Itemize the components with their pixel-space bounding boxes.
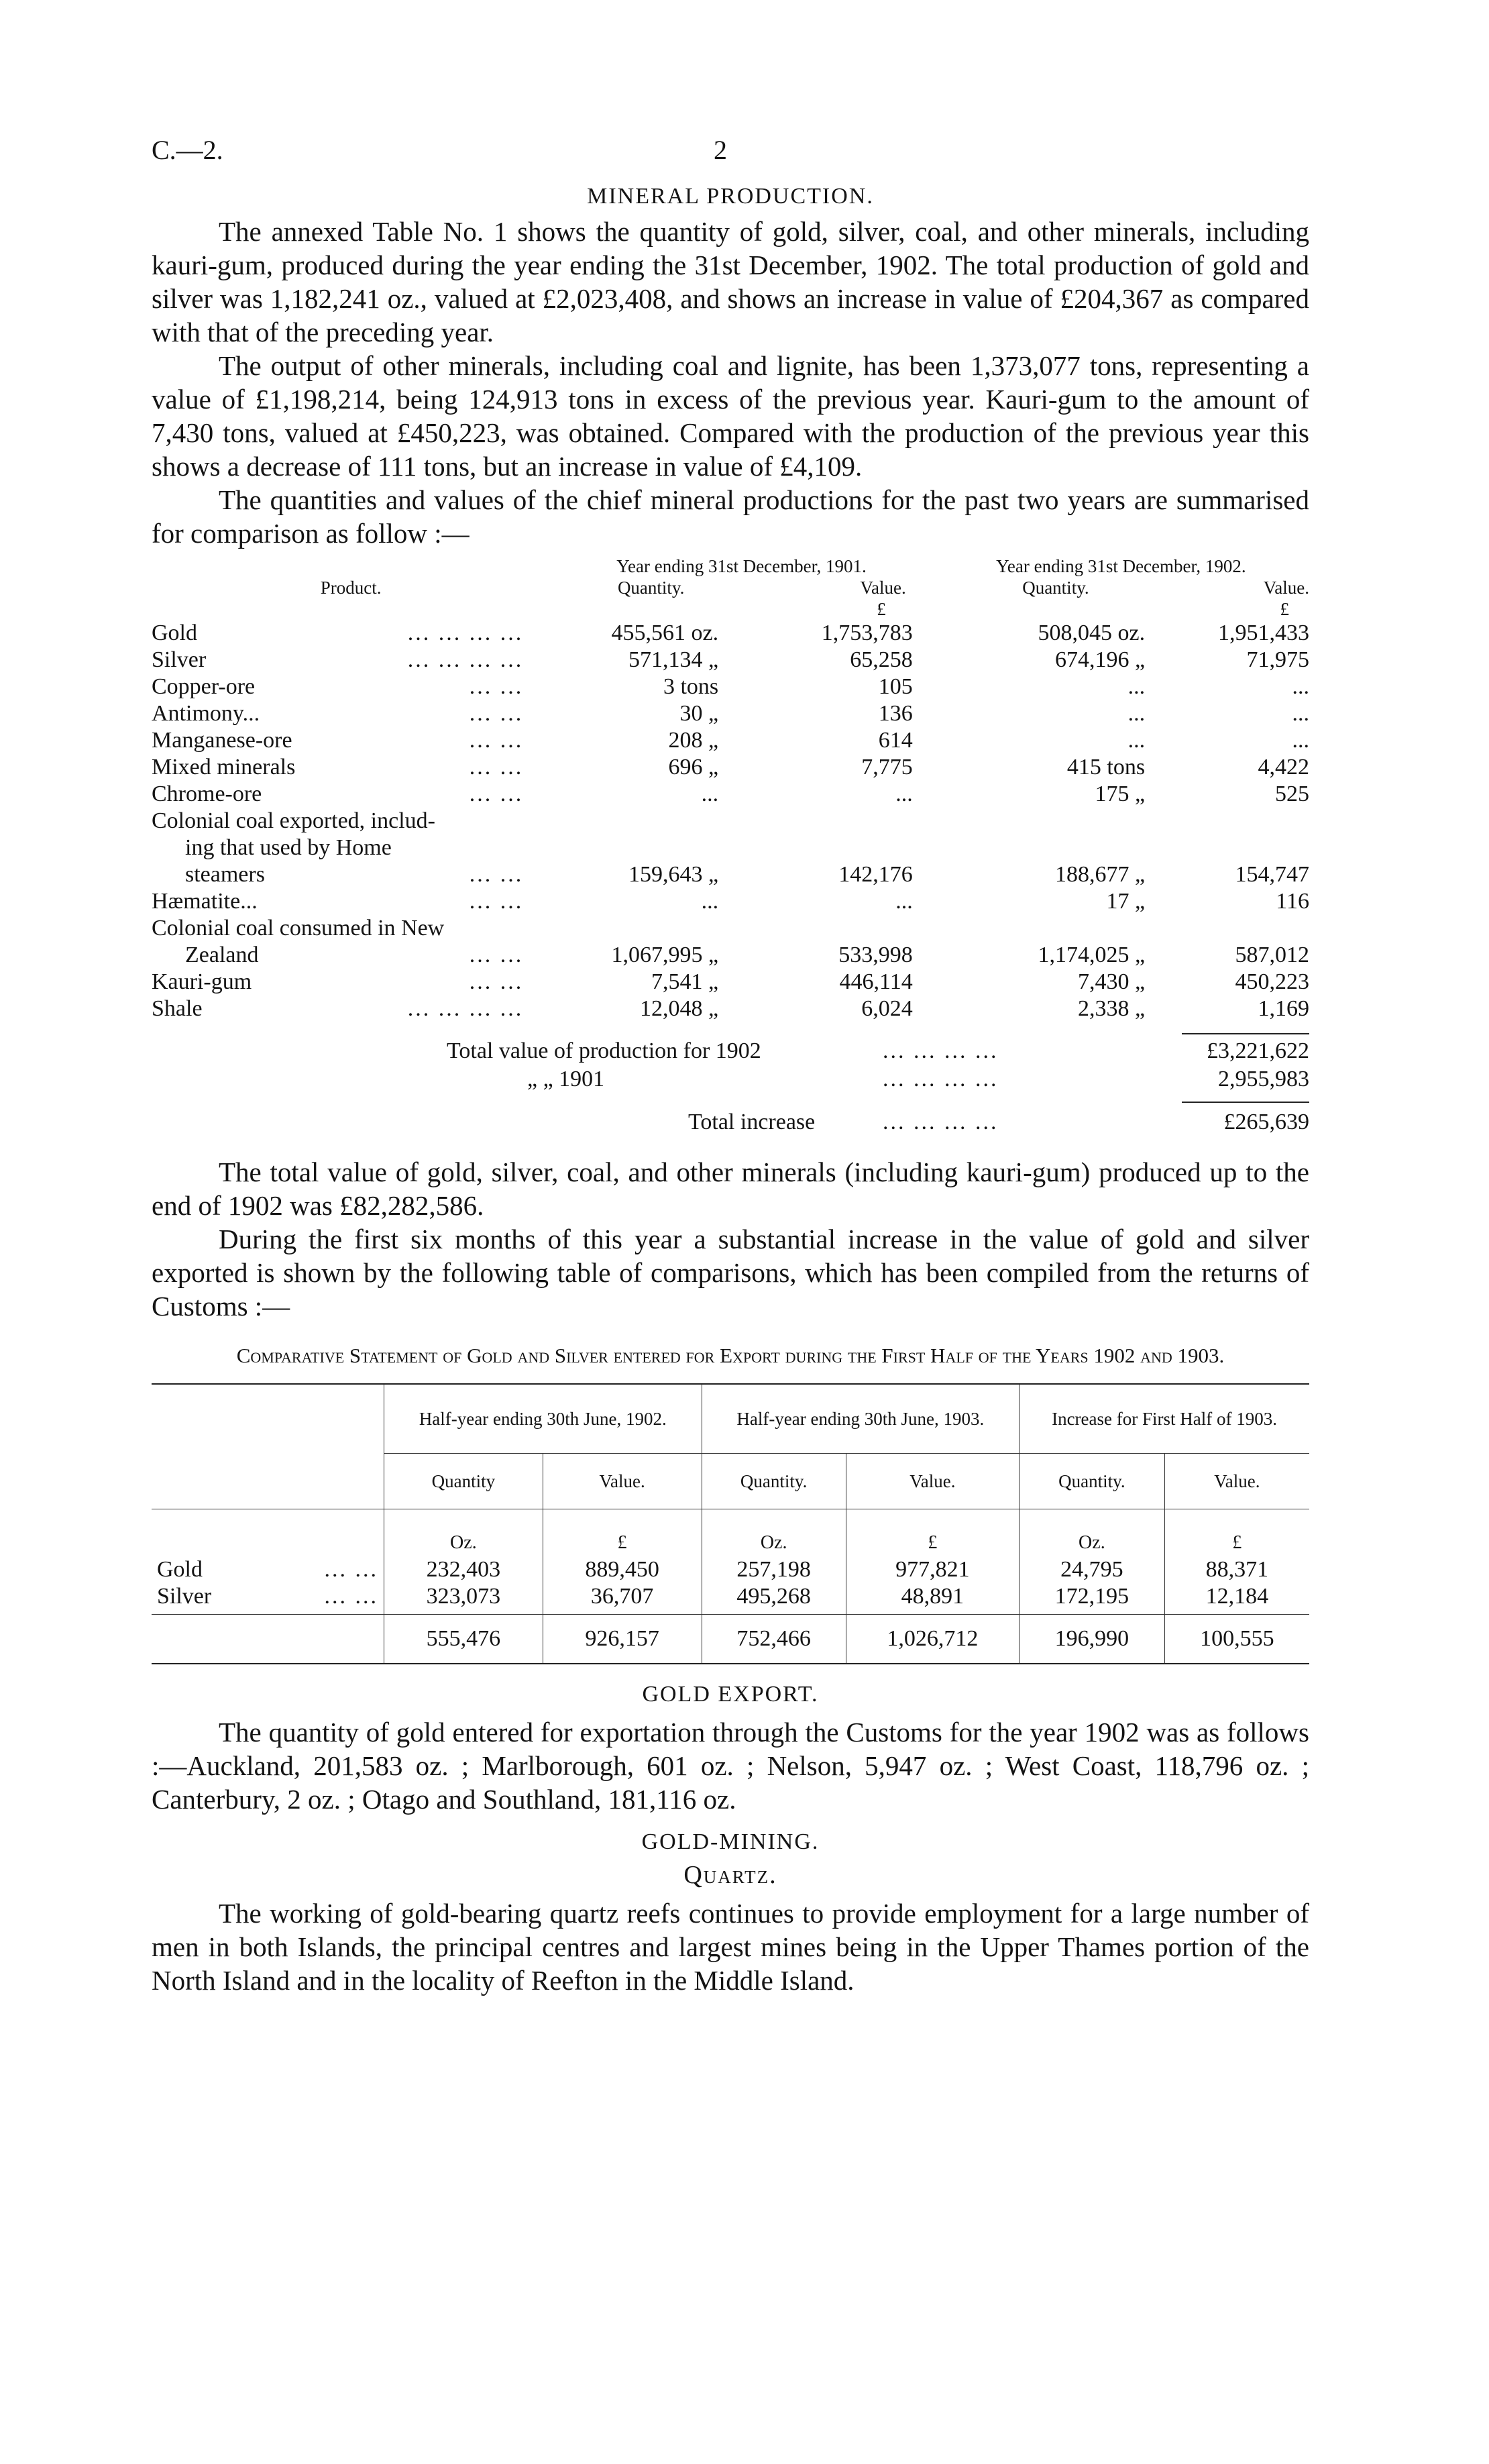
value-1902: ...: [1292, 674, 1309, 699]
table-row: [152, 835, 1309, 861]
quantity-1901: 12,048 „: [640, 996, 719, 1021]
value-1901: [752, 835, 933, 861]
quantity-1901: ...: [701, 889, 719, 914]
value-1901: ...: [895, 782, 913, 806]
row-labels: [152, 1509, 384, 1615]
product-label: Hæmatite...: [152, 889, 258, 914]
quantity-1902: 415 tons: [1066, 755, 1146, 780]
value-1902: 4,422: [1258, 755, 1309, 780]
gold-value: 889,450: [585, 1557, 659, 1582]
product-label: ing that used by Home: [185, 835, 392, 860]
total-value: 1,026,712: [846, 1615, 1019, 1664]
value-header: Value.: [860, 578, 906, 598]
product-name: [152, 620, 550, 647]
product-label: Shale: [152, 996, 203, 1021]
table-row: [152, 915, 1309, 942]
leader-dots: ... ...: [469, 969, 524, 994]
year-1902-header: Year ending 31st December, 1902.: [996, 556, 1246, 576]
product-name: [152, 942, 550, 969]
value-1901: [752, 808, 933, 835]
product-label: Colonial coal exported, includ-: [152, 808, 435, 833]
blank-header-cell: [152, 1384, 384, 1509]
product-label: Antimony...: [152, 701, 260, 726]
quantity-1902: 188,677 „: [1055, 862, 1146, 887]
quantity-1902: 2,338 „: [1078, 996, 1146, 1021]
gold-value: 257,198: [736, 1557, 811, 1582]
gold-value: 977,821: [895, 1557, 970, 1582]
product-name: [152, 674, 550, 700]
value-1902: 1,951,433: [1218, 621, 1309, 645]
blank-total-label: [152, 1615, 384, 1664]
product-label: steamers: [185, 862, 265, 887]
product-label: Colonial coal consumed in New: [152, 916, 445, 941]
col-group-increase: Increase for First Half of 1903.: [1019, 1384, 1309, 1454]
quartz-subheading: Quartz.: [683, 1861, 777, 1889]
product-name: [152, 700, 550, 727]
silver-value: 48,891: [901, 1584, 964, 1609]
total-1902-label: Total value of production for 1902: [447, 1038, 761, 1063]
quantity-subheader: Quantity: [384, 1454, 543, 1509]
product-label: Manganese-ore: [152, 728, 292, 753]
paragraph: The output of other minerals, including coal and lignite, has been 1,373,077 tons, representing a value of £1,198,214, being 124,913 tons in excess of the previous year. Kauri-gum to the amount of 7,430 tons, valued at £450,223, was obtained. Compared with the production of the previous year this shows a decrease of 111 tons, but an increase in value of £4,109.: [152, 350, 1309, 482]
paragraph: During the first six months of this year a substantial increase in the value of gold and silver exported is shown by the following table of comparisons, which has been compiled from the returns of Customs :—: [152, 1224, 1309, 1322]
value-1902: 525: [1275, 782, 1309, 806]
value-1901: 533,998: [838, 943, 913, 967]
product-name: [152, 969, 550, 996]
product-column-header: Product.: [320, 578, 382, 598]
value-1902: [1178, 915, 1309, 942]
product-name: [152, 808, 550, 835]
quantity-1901: 30 „: [679, 701, 719, 726]
table-row: [152, 700, 1309, 727]
quantity-1902: [933, 835, 1178, 861]
product-label: Kauri-gum: [152, 969, 252, 994]
silver-value: 495,268: [736, 1584, 811, 1609]
product-name: [152, 915, 550, 942]
quantity-1902: ...: [1127, 701, 1146, 726]
value-1902: ...: [1292, 701, 1309, 726]
col-group-1903: Half-year ending 30th June, 1903.: [702, 1384, 1019, 1454]
rule: [1182, 1102, 1309, 1103]
leader-dots: ... ... ... ...: [883, 1067, 999, 1091]
quantity-1902: 1,174,025 „: [1038, 943, 1146, 967]
product-name: [152, 781, 550, 808]
product-name: [152, 888, 550, 915]
quantity-1901: 7,541 „: [651, 969, 719, 994]
quantity-1902: ...: [1127, 728, 1146, 753]
document-page: [152, 134, 1309, 1997]
quantity-1901: [550, 915, 752, 942]
quantity-1901: 696 „: [668, 755, 719, 780]
value-1901: 105: [878, 674, 913, 699]
value-1902: [1178, 808, 1309, 835]
cell-column: [384, 1509, 543, 1615]
paragraph: The annexed Table No. 1 shows the quantity of gold, silver, coal, and other minerals, including kauri-gum, produced during the year ending the 31st December, 1902. The total production of gold and silver was 1,182,241 oz., valued at £2,023,408, and shows an increase in value of £204,367 as compared with that of the preceding year.: [152, 216, 1309, 347]
silver-value: 172,195: [1054, 1584, 1129, 1609]
quantity-1901: ...: [701, 782, 719, 806]
value-subheader: Value.: [846, 1454, 1019, 1509]
product-name: [152, 727, 550, 754]
value-1901: 6,024: [861, 996, 913, 1021]
table-row: [152, 996, 1309, 1022]
silver-value: 36,707: [590, 1584, 654, 1609]
product-name: [152, 835, 550, 861]
mineral-production-heading: MINERAL PRODUCTION.: [587, 184, 874, 209]
leader-dots: ... ...: [469, 889, 524, 914]
unit-label: Oz.: [760, 1532, 787, 1553]
product-name: [152, 754, 550, 781]
gold-row-label: Gold: [157, 1557, 203, 1582]
value-1902: 450,223: [1235, 969, 1309, 994]
quantity-1901: 159,643 „: [628, 862, 719, 887]
gold-value: 232,403: [426, 1557, 501, 1582]
value-1901: 614: [878, 728, 913, 753]
quantity-subheader: Quantity.: [702, 1454, 846, 1509]
value-1902: 1,169: [1258, 996, 1309, 1021]
unit-label: £: [928, 1532, 938, 1553]
leader-dots: ... ... ... ...: [407, 647, 524, 672]
total-1901-label: „ „ 1901: [527, 1067, 605, 1091]
table-row: [152, 674, 1309, 700]
table-row: [152, 808, 1309, 835]
gold-value: 88,371: [1205, 1557, 1269, 1582]
leader-dots: ... ...: [469, 674, 524, 699]
quantity-1902: ...: [1127, 674, 1146, 699]
leader-dots: ... ...: [324, 1557, 378, 1582]
export-comparison-table: [152, 1383, 1309, 1664]
total-increase-label: Total increase: [688, 1110, 816, 1134]
value-1901: 136: [878, 701, 913, 726]
leader-dots: ... ... ... ...: [883, 1110, 999, 1134]
value-subheader: Value.: [1164, 1454, 1309, 1509]
value-1901: 446,114: [839, 969, 913, 994]
rule: [1182, 1033, 1309, 1034]
value-1901: 65,258: [850, 647, 913, 672]
total-value: 196,990: [1019, 1615, 1165, 1664]
table-row: [152, 888, 1309, 915]
quantity-1901: [550, 835, 752, 861]
currency-symbol: £: [1280, 599, 1289, 619]
value-1902: 71,975: [1246, 647, 1309, 672]
unit-label: £: [617, 1532, 627, 1553]
cell-column: [1164, 1509, 1309, 1615]
product-label: Gold: [152, 621, 197, 645]
quantity-1902: 175 „: [1095, 782, 1146, 806]
quantity-1902: 17 „: [1106, 889, 1146, 914]
unit-label: Oz.: [1079, 1532, 1105, 1553]
value-1902: [1178, 835, 1309, 861]
cell-column: [846, 1509, 1019, 1615]
unit-label: £: [1232, 1532, 1242, 1553]
total-1902-value: £3,221,622: [1207, 1038, 1309, 1063]
leader-dots: ... ...: [469, 943, 524, 967]
value-1901: [752, 915, 933, 942]
cell-column: [1019, 1509, 1165, 1615]
production-totals: [152, 1036, 1309, 1136]
leader-dots: ... ...: [469, 862, 524, 887]
quantity-1902: 7,430 „: [1078, 969, 1146, 994]
comparative-statement-caption: Comparative Statement of Gold and Silver entered for Export during the First Half of the Years 1902 and 1903.: [236, 1344, 1225, 1367]
product-label: Chrome-ore: [152, 782, 262, 806]
table-row: [152, 727, 1309, 754]
silver-value: 323,073: [426, 1584, 501, 1609]
table-row: [152, 942, 1309, 969]
quantity-header: Quantity.: [1022, 578, 1089, 598]
total-value: 926,157: [543, 1615, 702, 1664]
total-value: 100,555: [1164, 1615, 1309, 1664]
leader-dots: ... ...: [469, 701, 524, 726]
leader-dots: ... ...: [324, 1584, 378, 1609]
product-name: [152, 996, 550, 1022]
production-comparison-table: [152, 555, 1309, 1022]
leader-dots: ... ...: [469, 728, 524, 753]
quantity-subheader: Quantity.: [1019, 1454, 1165, 1509]
col-group-1902: Half-year ending 30th June, 1902.: [384, 1384, 702, 1454]
year-1901-header: Year ending 31st December, 1901.: [616, 556, 867, 576]
page-number: 2: [714, 135, 727, 165]
silver-row-label: Silver: [157, 1584, 212, 1609]
document-reference: C.—2.: [152, 135, 223, 165]
quantity-header: Quantity.: [617, 578, 685, 598]
value-1901: 1,753,783: [821, 621, 913, 645]
gold-value: 24,795: [1060, 1557, 1123, 1582]
product-label: Silver: [152, 647, 207, 672]
table-row: [152, 781, 1309, 808]
quantity-1901: 571,134 „: [628, 647, 719, 672]
leader-dots: ... ...: [469, 755, 524, 780]
gold-export-heading: GOLD EXPORT.: [642, 1682, 819, 1707]
silver-value: 12,184: [1205, 1584, 1269, 1609]
table-row: [152, 969, 1309, 996]
value-header: Value.: [1263, 578, 1309, 598]
currency-symbol: £: [877, 599, 886, 619]
quantity-1902: 508,045 oz.: [1038, 621, 1146, 645]
quantity-1901: 208 „: [668, 728, 719, 753]
product-label: Copper-ore: [152, 674, 256, 699]
gold-mining-heading: GOLD-MINING.: [641, 1829, 820, 1854]
total-increase-value: £265,639: [1223, 1110, 1309, 1134]
cell-column: [543, 1509, 702, 1615]
value-subheader: Value.: [543, 1454, 702, 1509]
total-1901-value: 2,955,983: [1218, 1067, 1309, 1091]
leader-dots: ... ... ... ...: [407, 996, 524, 1021]
total-value: 555,476: [384, 1615, 543, 1664]
value-1902: 154,747: [1235, 862, 1309, 887]
paragraph: The working of gold-bearing quartz reefs continues to provide employment for a large number of men in both Islands, the principal centres and largest mines being in the Upper Thames portion of the North Island and in the locality of Reefton in the Middle Island.: [152, 1898, 1309, 1996]
page-header: [152, 134, 1309, 174]
unit-label: Oz.: [450, 1532, 477, 1553]
quantity-1901: 3 tons: [663, 674, 719, 699]
value-1901: 142,176: [838, 862, 913, 887]
value-1901: ...: [895, 889, 913, 914]
product-name: [152, 861, 550, 888]
total-value: 752,466: [702, 1615, 846, 1664]
product-name: [152, 647, 550, 674]
product-label: Zealand: [185, 943, 259, 967]
value-1901: 7,775: [861, 755, 913, 780]
leader-dots: ... ... ... ...: [407, 621, 524, 645]
table-row: [152, 647, 1309, 674]
value-1902: ...: [1292, 728, 1309, 753]
leader-dots: ... ... ... ...: [883, 1038, 999, 1063]
quantity-1901: 1,067,995 „: [611, 943, 719, 967]
value-1902: 587,012: [1235, 943, 1309, 967]
cell-column: [702, 1509, 846, 1615]
quantity-1901: 455,561 oz.: [611, 621, 719, 645]
quantity-1902: [933, 915, 1178, 942]
production-table-body: [152, 620, 1309, 1022]
quantity-1902: 674,196 „: [1055, 647, 1146, 672]
paragraph: The quantity of gold entered for exportation through the Customs for the year 1902 was as follows :—Auckland, 201,583 oz. ; Marlborough, 601 oz. ; Nelson, 5,947 oz. ; West Coast, 118,796 oz. ; Canterbury, 2 oz. ; Otago and Southland, 181,116 oz.: [152, 1717, 1309, 1815]
paragraph: The total value of gold, silver, coal, and other minerals (including kauri-gum) produced up to the end of 1902 was £82,282,586.: [152, 1157, 1309, 1221]
quantity-1901: [550, 808, 752, 835]
leader-dots: ... ...: [469, 782, 524, 806]
paragraph: The quantities and values of the chief mineral productions for the past two years are summarised for comparison as follow :—: [152, 484, 1309, 549]
table-row: [152, 620, 1309, 647]
product-label: Mixed minerals: [152, 755, 296, 780]
quantity-1902: [933, 808, 1178, 835]
table-row: [152, 754, 1309, 781]
value-1902: 116: [1276, 889, 1309, 914]
table-row: [152, 861, 1309, 888]
